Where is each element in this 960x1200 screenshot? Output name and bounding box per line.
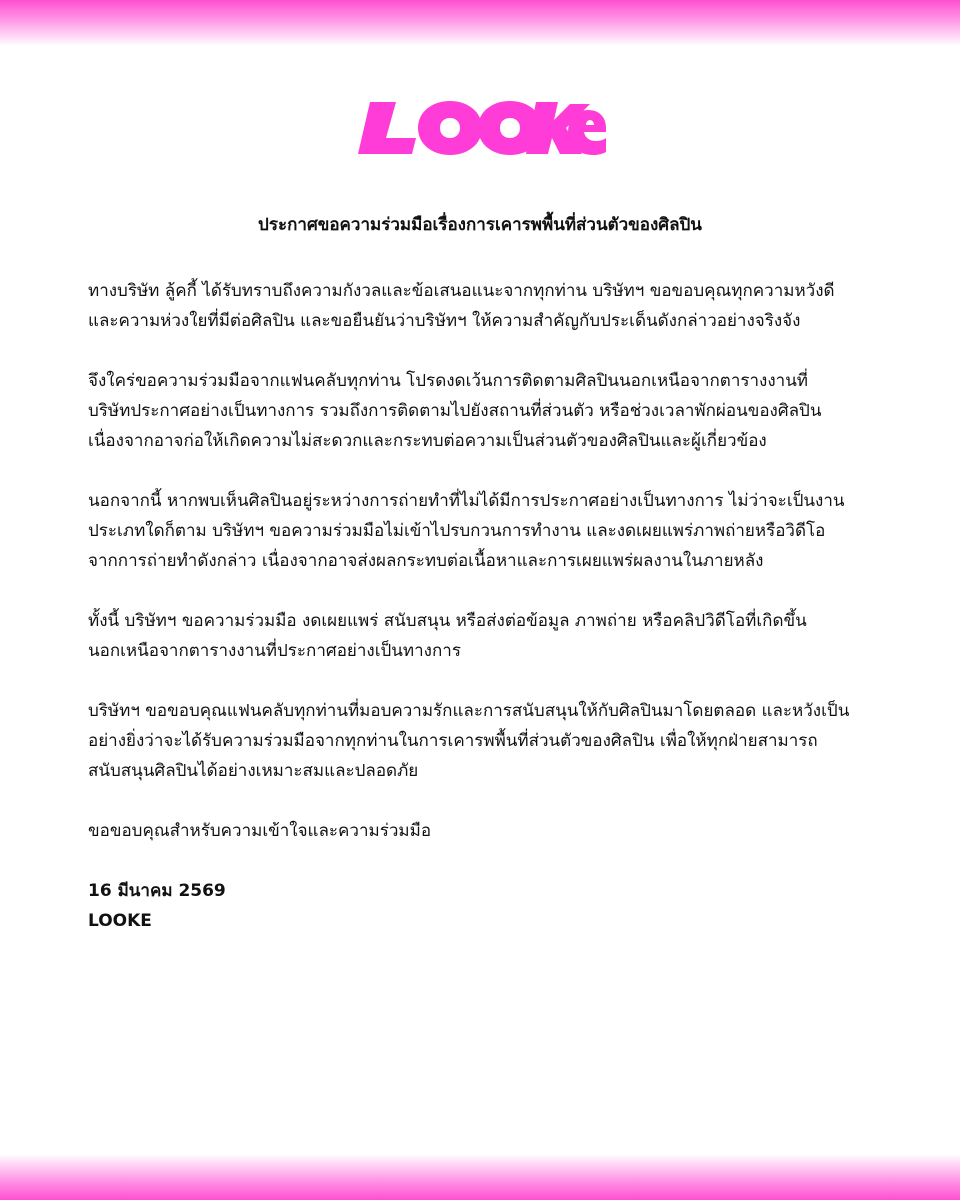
paragraph-line: สนับสนุนศิลปินได้อย่างเหมาะสมและปลอดภัย	[88, 761, 419, 781]
paragraph-line: ทางบริษัท ลู้คกี้ ได้รับทราบถึงความกังวลและข้อเสนอแนะจากทุกท่าน บริษัทฯ ขอขอบคุณทุกความหวังดี	[88, 281, 835, 301]
paragraph-4	[88, 606, 888, 666]
signature: LOOKE	[88, 911, 152, 931]
paragraph-line: และความห่วงใยที่มีต่อศิลปิน และขอยืนยันว่าบริษัทฯ ให้ความสำคัญกับประเด็นดังกล่าวอย่างจริงจัง	[88, 311, 801, 331]
paragraph-line: นอกเหนือจากตารางงานที่ประกาศอย่างเป็นทางการ	[88, 641, 461, 661]
paragraph-line: จึงใคร่ขอความร่วมมือจากแฟนคลับทุกท่าน โปรดงดเว้นการติดตามศิลปินนอกเหนือจากตารางงานที่	[88, 371, 809, 391]
paragraph-6	[88, 816, 888, 846]
paragraph-2	[88, 366, 888, 456]
top-gradient-band	[0, 0, 960, 46]
announcement-title: ประกาศขอความร่วมมือเรื่องการเคารพพื้นที่ส่วนตัวของศิลปิน	[258, 215, 702, 235]
paragraph-line: นอกจากนี้ หากพบเห็นศิลปินอยู่ระหว่างการถ่ายทำที่ไม่ได้มีการประกาศอย่างเป็นทางการ ไม่ว่าจะเป็นงาน	[88, 491, 845, 511]
paragraph-line: ขอขอบคุณสำหรับความเข้าใจและความร่วมมือ	[88, 821, 432, 841]
paragraph-5	[88, 696, 888, 786]
looke-logo	[356, 98, 606, 158]
bottom-gradient-band	[0, 1154, 960, 1200]
paragraph-3	[88, 486, 888, 576]
paragraph-line: บริษัทประกาศอย่างเป็นทางการ รวมถึงการติดตามไปยังสถานที่ส่วนตัว หรือช่วงเวลาพักผ่อนของศิลปิน	[88, 401, 822, 421]
paragraph-line: ทั้งนี้ บริษัทฯ ขอความร่วมมือ งดเผยแพร่ สนับสนุน หรือส่งต่อข้อมูล ภาพถ่าย หรือคลิปวิดีโอที่เกิดขึ้น	[88, 611, 807, 631]
paragraph-line: บริษัทฯ ขอขอบคุณแฟนคลับทุกท่านที่มอบความรักและการสนับสนุนให้กับศิลปินมาโดยตลอด และหวังเป็น	[88, 701, 850, 721]
paragraph-line: ประเภทใดก็ตาม บริษัทฯ ขอความร่วมมือไม่เข้าไปรบกวนการทำงาน และงดเผยแพร่ภาพถ่ายหรือวิดีโอ	[88, 521, 826, 541]
announcement-body	[88, 276, 888, 936]
paragraph-line: อย่างยิ่งว่าจะได้รับความร่วมมือจากทุกท่านในการเคารพพื้นที่ส่วนตัวของศิลปิน เพื่อให้ทุกฝ่ายสามารถ	[88, 731, 818, 751]
paragraph-line: จากการถ่ายทำดังกล่าว เนื่องจากอาจส่งผลกระทบต่อเนื้อหาและการเผยแพร่ผลงานในภายหลัง	[88, 551, 764, 571]
announcement-date: 16 มีนาคม 2569	[88, 881, 226, 901]
paragraph-line: เนื่องจากอาจก่อให้เกิดความไม่สะดวกและกระทบต่อความเป็นส่วนตัวของศิลปินและผู้เกี่ยวข้อง	[88, 431, 767, 451]
paragraph-1	[88, 276, 888, 336]
